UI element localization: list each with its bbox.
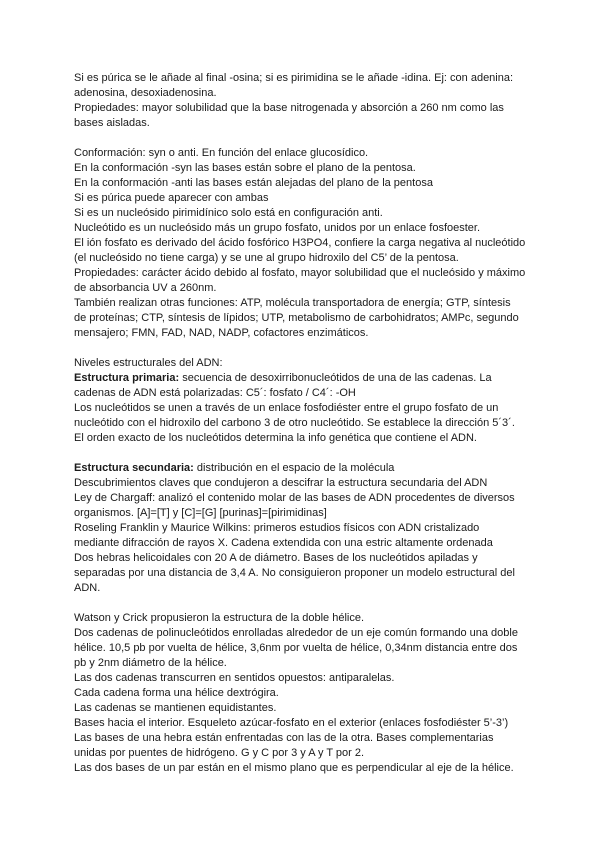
text-line: Si es un nucleósido pirimidínico solo está en configuración anti. (74, 207, 383, 219)
heading-estructura-secundaria: Estructura secundaria: (74, 462, 194, 474)
text-line: mediante difracción de rayos X. Cadena extendida con una estric altamente ordenada (74, 537, 493, 549)
text-line: Descubrimientos claves que condujeron a descifrar la estructura secundaria del ADN (74, 477, 488, 489)
text-line (74, 371, 536, 386)
text-line: nucleótido con el hidroxilo del carbono 3 de otro nucleótido. Se establece la dirección 5´3´. (74, 417, 515, 429)
text-line: También realizan otras funciones: ATP, molécula transportadora de energía; GTP, síntesis (74, 297, 511, 309)
text-line: Dos cadenas de polinucleótidos enrolladas alrededor de un eje común formando una doble (74, 627, 518, 639)
text-line: Las cadenas se mantienen equidistantes. (74, 702, 277, 714)
text-line: Ley de Chargaff: analizó el contenido molar de las bases de ADN procedentes de diversos (74, 492, 515, 504)
text-line: Si es púrica puede aparecer con ambas (74, 192, 269, 204)
text-line: Cada cadena forma una hélice dextrógira. (74, 687, 279, 699)
text-line: ADN. (74, 582, 101, 594)
text-line: Conformación: syn o anti. En función del enlace glucosídico. (74, 147, 369, 159)
text-line: Nucleótido es un nucleósido más un grupo fosfato, unidos por un enlace fosfoester. (74, 222, 481, 234)
text-line: Los nucleótidos se unen a través de un enlace fosfodiéster entre el grupo fosfato de un (74, 402, 499, 414)
text-line: adenosina, desoxiadenosina. (74, 87, 217, 99)
text-line: Dos hebras helicoidales con 20 A de diámetro. Bases de los nucleótidos apiladas y (74, 552, 478, 564)
text-line (74, 461, 536, 476)
text-line: Watson y Crick propusieron la estructura de la doble hélice. (74, 612, 365, 624)
text-line: de absorbancia UV a 260nm. (74, 282, 217, 294)
paragraph-estructura-primaria (74, 356, 536, 446)
text-line: Las dos bases de un par están en el mismo plano que es perpendicular al eje de la hélice. (74, 762, 514, 774)
text-line: (el nucleósido no tiene carga) y se une al grupo hidroxilo del C5’ de la pentosa. (74, 252, 459, 264)
text-line: Si es púrica se le añade al final -osina; si es pirimidina se le añade -idina. Ej: con adenina: (74, 72, 514, 84)
text-line: bases aisladas. (74, 117, 150, 129)
paragraph-doble-helice (74, 611, 536, 776)
document-page (74, 71, 536, 776)
heading-estructura-primaria: Estructura primaria: (74, 372, 180, 384)
text-line: En la conformación -syn las bases están sobre el plano de la pentosa. (74, 162, 416, 174)
text-line: separadas por una distancia de 3,4 A. No consiguieron proponer un modelo estructural del (74, 567, 515, 579)
text-line: Roseling Franklin y Maurice Wilkins: primeros estudios físicos con ADN cristalizado (74, 522, 480, 534)
paragraph-conformacion (74, 146, 536, 341)
paragraph-estructura-secundaria (74, 461, 536, 596)
text-line: El orden exacto de los nucleótidos determina la info genética que contiene el ADN. (74, 432, 477, 444)
paragraph-spacer (74, 341, 536, 356)
text-line: Las dos cadenas transcurren en sentidos opuestos: antiparalelas. (74, 672, 395, 684)
text-fragment: distribución en el espacio de la molécula (193, 462, 395, 474)
section-intro: Niveles estructurales del ADN: (74, 357, 223, 369)
text-line: Propiedades: carácter ácido debido al fosfato, mayor solubilidad que el nucleósido y máximo (74, 267, 526, 279)
text-line: organismos. [A]=[T] y [C]=[G] [purinas]=[pirimidinas] (74, 507, 327, 519)
text-fragment: secuencia de desoxirribonucleótidos de una de las cadenas. La (179, 372, 492, 384)
text-line: hélice. 10,5 pb por vuelta de hélice, 3,6nm por vuelta de hélice, 0,34nm distancia entre dos (74, 642, 518, 654)
text-line: mensajero; FMN, FAD, NAD, NADP, cofactores enzimáticos. (74, 327, 369, 339)
text-line: Las bases de una hebra están enfrentadas con las de la otra. Bases complementarias (74, 732, 494, 744)
text-line: unidas por puentes de hidrógeno. G y C por 3 y A y T por 2. (74, 747, 365, 759)
text-line: El ión fosfato es derivado del ácido fosfórico H3PO4, confiere la carga negativa al nucleótido (74, 237, 526, 249)
text-line: cadenas de ADN está polarizadas: C5´: fosfato / C4´: -OH (74, 387, 356, 399)
text-line: Bases hacia el interior. Esqueleto azúcar-fosfato en el exterior (enlaces fosfodiéster 5’-3’) (74, 717, 509, 729)
paragraph-spacer (74, 596, 536, 611)
text-line: Propiedades: mayor solubilidad que la base nitrogenada y absorción a 260 nm como las (74, 102, 504, 114)
text-line: de proteínas; CTP, síntesis de lípidos; UTP, metabolismo de carbohidratos; AMPc, segundo (74, 312, 519, 324)
text-line: En la conformación -anti las bases están alejadas del plano de la pentosa (74, 177, 433, 189)
paragraph-spacer (74, 446, 536, 461)
paragraph-spacer (74, 131, 536, 146)
text-line: pb y 2nm diámetro de la hélice. (74, 657, 227, 669)
paragraph-nomenclatura (74, 71, 536, 131)
